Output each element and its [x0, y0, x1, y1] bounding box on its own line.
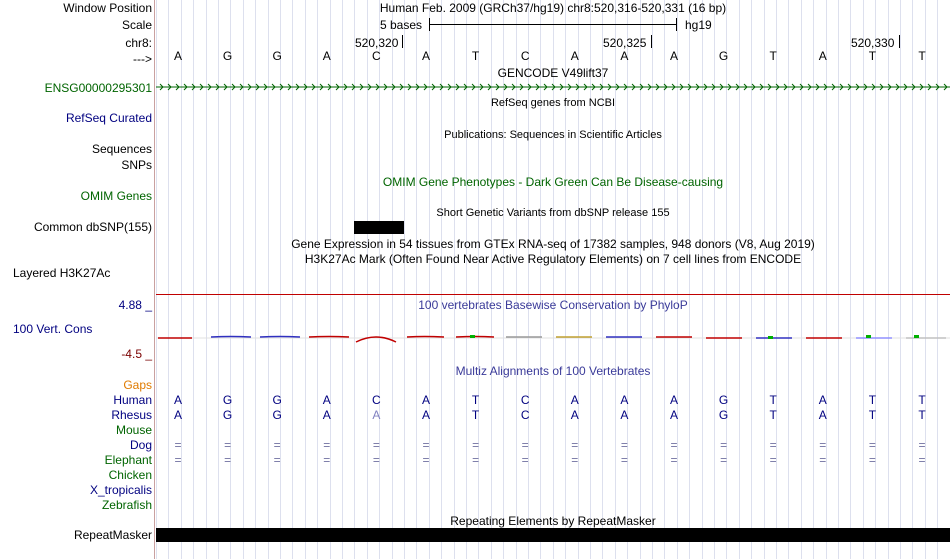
sequence-base: A — [173, 49, 182, 63]
dog-base: = — [323, 438, 331, 452]
scale-label: Scale — [121, 18, 152, 32]
repeatmasker-feature[interactable] — [156, 528, 950, 542]
track-label-refseq[interactable]: RefSeq Curated — [65, 111, 152, 125]
human-base: A — [818, 393, 827, 407]
rhesus-base: A — [322, 408, 331, 422]
sequence-base: A — [818, 49, 827, 63]
dog-base: = — [472, 438, 480, 452]
species-label-xtropicalis[interactable]: X_tropicalis — [89, 483, 152, 497]
scale-bar — [429, 18, 677, 32]
track-label-repeatmasker[interactable]: RepeatMasker — [73, 528, 152, 542]
species-label-human[interactable]: Human — [113, 393, 152, 407]
repeatmasker-track-title: Repeating Elements by RepeatMasker — [450, 514, 656, 528]
rhesus-base: T — [769, 408, 777, 422]
refseq-track-title: RefSeq genes from NCBI — [490, 97, 616, 109]
human-base: A — [620, 393, 629, 407]
track-label-ensg[interactable]: ENSG00000295301 — [44, 81, 152, 95]
scale-assembly: hg19 — [685, 18, 712, 32]
sequence-base: T — [471, 49, 480, 63]
human-base: G — [272, 393, 282, 407]
sequence-base: A — [570, 49, 579, 63]
sequence-base: A — [669, 49, 678, 63]
dog-base: = — [521, 438, 529, 452]
sequence-base: C — [520, 49, 530, 63]
dbsnp-variant-feature[interactable] — [354, 221, 404, 234]
tick-label: 520,330 — [851, 36, 895, 50]
multiz-track-title: Multiz Alignments of 100 Vertebrates — [455, 364, 651, 378]
track-label-sequences[interactable]: Sequences — [91, 142, 152, 156]
window-position-label: Window Position — [63, 1, 152, 15]
elephant-base: = — [323, 453, 331, 467]
window-position-text: Human Feb. 2009 (GRCh37/hg19) chr8:520,316-520,331 (16 bp) — [379, 1, 727, 15]
gtex-track-title: Gene Expression in 54 tissues from GTEx RNA-seq of 17382 samples, 948 donors (V8, Aug 2019) — [291, 237, 815, 251]
elephant-base: = — [472, 453, 480, 467]
track-image-area[interactable] — [156, 0, 950, 559]
species-label-rhesus[interactable]: Rhesus — [111, 408, 152, 422]
human-base: A — [322, 393, 331, 407]
elephant-base: = — [224, 453, 232, 467]
sequence-base: T — [769, 49, 777, 63]
cons-max-label: 4.88 _ — [118, 298, 152, 312]
dog-base: = — [273, 438, 281, 452]
track-label-omim[interactable]: OMIM Genes — [80, 189, 152, 203]
species-label-dog[interactable]: Dog — [129, 438, 152, 452]
dog-base: = — [224, 438, 232, 452]
dog-base: = — [819, 438, 827, 452]
elephant-base: = — [918, 453, 926, 467]
rhesus-base: A — [570, 408, 579, 422]
dog-base: = — [918, 438, 926, 452]
human-base: T — [918, 393, 926, 407]
human-base: A — [421, 393, 430, 407]
human-base: A — [669, 393, 678, 407]
human-base: A — [173, 393, 182, 407]
rhesus-base: G — [222, 408, 233, 422]
rhesus-base: A — [818, 408, 827, 422]
rhesus-base: T — [471, 408, 480, 422]
dog-base: = — [372, 438, 380, 452]
sequence-base: G — [718, 49, 729, 63]
rhesus-base: T — [868, 408, 877, 422]
strand-arrow-label: ---> — [133, 52, 152, 66]
elephant-base: = — [620, 453, 628, 467]
rhesus-base: G — [718, 408, 729, 422]
rhesus-base: C — [520, 408, 530, 422]
rhesus-base: A — [620, 408, 629, 422]
species-label-mouse[interactable]: Mouse — [115, 423, 152, 437]
elephant-base: = — [571, 453, 579, 467]
sequence-base: G — [272, 49, 282, 63]
chrom-label: chr8: — [125, 36, 152, 50]
human-base: A — [570, 393, 579, 407]
track-label-layered-h3k27ac[interactable]: Layered H3K27Ac — [13, 266, 111, 280]
publications-track-title: Publications: Sequences in Scientific Articles — [444, 129, 662, 141]
dbsnp-track-title: Short Genetic Variants from dbSNP release 155 — [436, 207, 670, 219]
omim-track-title: OMIM Gene Phenotypes - Dark Green Can Be Disease-causing — [382, 175, 724, 189]
human-base: G — [222, 393, 233, 407]
dog-base: = — [670, 438, 678, 452]
sequence-base: C — [372, 49, 381, 63]
human-base: T — [868, 393, 877, 407]
track-label-vert-cons[interactable]: 100 Vert. Cons — [13, 322, 93, 336]
track-separator-line — [156, 294, 950, 295]
phylop-track-title: 100 vertebrates Basewise Conservation by PhyloP — [418, 298, 688, 312]
elephant-base: = — [521, 453, 529, 467]
cons-min-label: -4.5 _ — [121, 347, 152, 361]
sequence-base: A — [620, 49, 629, 63]
tick-mark — [651, 35, 652, 48]
dog-base: = — [620, 438, 628, 452]
elephant-base: = — [372, 453, 380, 467]
dog-base: = — [720, 438, 728, 452]
dog-base: = — [174, 438, 182, 452]
species-label-elephant[interactable]: Elephant — [104, 453, 152, 467]
dog-base: = — [868, 438, 876, 452]
elephant-base: = — [422, 453, 430, 467]
elephant-base: = — [670, 453, 678, 467]
rhesus-base: A — [173, 408, 182, 422]
rhesus-base: T — [918, 408, 926, 422]
rhesus-base: A — [669, 408, 678, 422]
track-label-gaps[interactable]: Gaps — [123, 378, 152, 392]
sequence-base: G — [222, 49, 233, 63]
human-base: C — [372, 393, 381, 407]
elephant-base: = — [868, 453, 876, 467]
tick-label: 520,320 — [355, 36, 399, 50]
gencode-track-title: GENCODE V49lift37 — [497, 66, 609, 80]
elephant-base: = — [769, 453, 777, 467]
elephant-base: = — [174, 453, 182, 467]
elephant-base: = — [819, 453, 827, 467]
rhesus-base: G — [272, 408, 282, 422]
human-base: T — [769, 393, 777, 407]
tick-mark — [899, 35, 900, 48]
human-base: C — [520, 393, 530, 407]
dog-base: = — [769, 438, 777, 452]
sequence-base: T — [868, 49, 877, 63]
track-label-column — [0, 0, 155, 559]
elephant-base: = — [720, 453, 728, 467]
track-label-common-dbsnp[interactable]: Common dbSNP(155) — [33, 220, 152, 234]
species-label-zebrafish[interactable]: Zebrafish — [101, 498, 152, 512]
tick-label: 520,325 — [603, 36, 647, 50]
rhesus-base: A — [372, 408, 381, 422]
phylop-conservation-plot[interactable] — [156, 326, 950, 348]
sequence-base: A — [421, 49, 430, 63]
species-label-chicken[interactable]: Chicken — [108, 468, 152, 482]
sequence-base: T — [918, 49, 926, 63]
gencode-gene-feature[interactable] — [156, 81, 950, 93]
tick-mark — [402, 35, 403, 48]
dog-base: = — [571, 438, 579, 452]
dog-base: = — [422, 438, 430, 452]
h3k27ac-track-title: H3K27Ac Mark (Often Found Near Active Regulatory Elements) on 7 cell lines from ENCODE — [304, 252, 802, 266]
human-base: G — [718, 393, 729, 407]
track-label-snps[interactable]: SNPs — [121, 158, 152, 172]
sequence-base: A — [322, 49, 331, 63]
elephant-base: = — [273, 453, 281, 467]
scale-text: 5 bases — [380, 18, 423, 32]
human-base: T — [471, 393, 480, 407]
rhesus-base: A — [421, 408, 430, 422]
